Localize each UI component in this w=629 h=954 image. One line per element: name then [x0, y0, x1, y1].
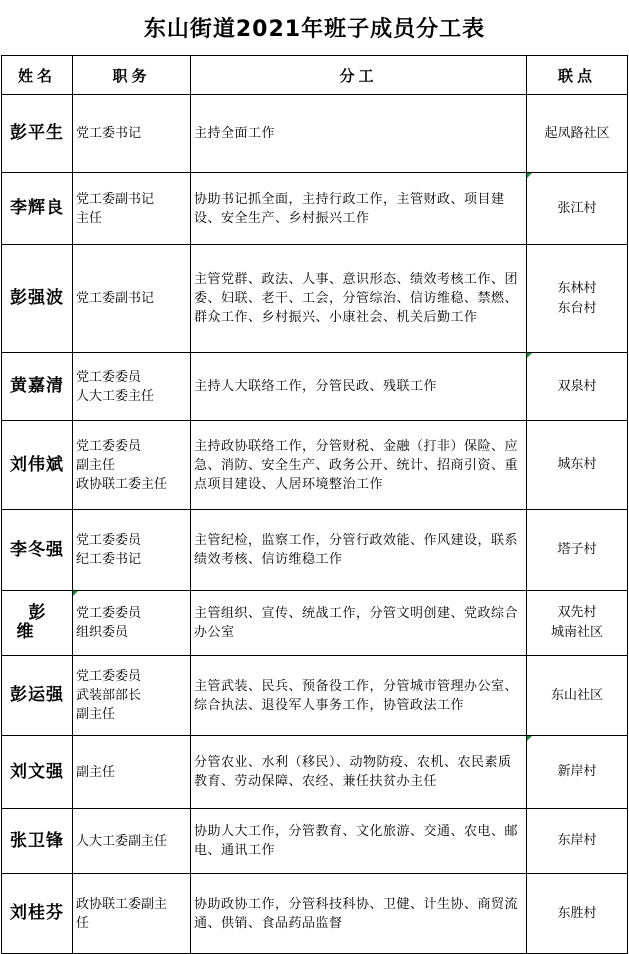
member-duty [73, 656, 191, 736]
member-contact [527, 510, 628, 591]
member-name [2, 736, 73, 809]
member-name-text: 黄嘉清 [10, 376, 64, 396]
table-body [2, 95, 628, 954]
member-contact [527, 421, 628, 510]
assignment-table [1, 55, 628, 954]
duty-line: 党工委委员 [76, 533, 142, 548]
duty-line: 任 [76, 915, 90, 931]
table-row [2, 656, 628, 736]
member-name [2, 809, 73, 874]
member-name [2, 510, 73, 591]
member-work: 主管组织、宣传、统战工作，分管文明创建、党政综合办公室 [191, 591, 527, 656]
duty-line: 政协联工委副主 [76, 896, 168, 912]
member-contact [527, 736, 628, 809]
member-name [2, 245, 73, 353]
member-duty [73, 421, 191, 510]
duty-line: 政协联工委主任 [76, 476, 168, 492]
member-contact [527, 591, 628, 656]
duty-line: 副主任 [76, 457, 116, 473]
duty-line: 副主任 [76, 707, 116, 722]
member-name-text: 刘桂芬 [10, 903, 64, 923]
member-work: 分管农业、水利（移民）、动物防疫、农机、农民素质教育、劳动保障、农经、兼任扶贫办主任 [191, 736, 527, 809]
member-work: 协助书记抓全面，主持行政工作，主管财政、项目建设、安全生产、乡村振兴工作 [191, 173, 527, 245]
member-duty [73, 874, 191, 954]
member-duty [73, 353, 191, 421]
duty-line: 党工委委员 [76, 369, 142, 385]
member-contact [527, 353, 628, 421]
member-name [2, 421, 73, 510]
member-contact [527, 656, 628, 736]
table-row [2, 245, 628, 353]
member-name [2, 874, 73, 954]
member-name-text: 彭平生 [10, 123, 64, 143]
table-row [2, 874, 628, 954]
duty-line: 党工委委员 [76, 669, 142, 684]
member-duty [73, 95, 191, 173]
contact-line: 起凤路社区 [544, 125, 610, 141]
member-duty [73, 736, 191, 809]
header-row [2, 56, 628, 95]
contact-line: 东林村 [557, 280, 597, 296]
duty-line: 主任 [76, 210, 103, 226]
duty-line: 武装部部长 [76, 688, 142, 703]
member-name-text: 彭运强 [10, 685, 64, 705]
contact-line: 新岸村 [557, 764, 597, 779]
member-work: 主管党群、政法、人事、意识形态、绩效考核工作、团委、妇联、老干、工会，分管综治、信访维稳、禁燃、群众工作、乡村振兴、小康社会、机关后勤工作 [191, 245, 527, 353]
duty-line: 人大工委主任 [76, 388, 155, 404]
duty-line: 党工委副书记 [76, 191, 155, 207]
table-row [2, 736, 628, 809]
contact-line: 东胜村 [557, 905, 597, 921]
table-row [2, 173, 628, 245]
contact-line: 城南社区 [550, 625, 603, 640]
page-title: 东山街道2021年班子成员分工表 [143, 17, 486, 42]
member-name-text: 彭强波 [10, 288, 64, 308]
header-duty: 职务 [73, 56, 191, 95]
contact-line: 城东村 [557, 457, 597, 472]
contact-line: 东台村 [557, 300, 597, 316]
table-row [2, 510, 628, 591]
header-work: 分工 [191, 56, 527, 95]
member-contact [527, 95, 628, 173]
member-work: 主管武装、民兵、预备役工作，分管城市管理办公室、综合执法、退役军人事务工作，协管政法工作 [191, 656, 527, 736]
member-duty [73, 510, 191, 591]
duty-line: 纪工委书记 [76, 552, 142, 567]
member-duty [73, 245, 191, 353]
contact-line: 双先村 [557, 605, 597, 620]
member-duty [73, 591, 191, 656]
member-name [2, 173, 73, 245]
table-row [2, 591, 628, 656]
member-name [2, 353, 73, 421]
contact-line: 东山社区 [550, 687, 603, 703]
member-name [2, 656, 73, 736]
member-work: 主持人大联络工作，分管民政、残联工作 [191, 353, 527, 421]
duty-line: 党工委副书记 [76, 291, 155, 306]
member-work: 主管纪检，监察工作，分管行政效能、作风建设，联系绩效考核、信访维稳工作 [191, 510, 527, 591]
table-row [2, 95, 628, 173]
duty-line: 人大工委副主任 [76, 833, 168, 849]
contact-line: 双泉村 [557, 378, 597, 394]
member-contact [527, 809, 628, 874]
header-contact: 联点 [527, 56, 628, 95]
member-name-text: 彭维 [16, 603, 70, 642]
member-name-text: 李冬强 [10, 539, 64, 560]
member-duty [73, 173, 191, 245]
member-name-text: 张卫锋 [10, 830, 64, 851]
member-name-text: 李辉良 [10, 198, 64, 218]
contact-line: 东岸村 [557, 833, 597, 848]
contact-line: 张江村 [557, 200, 597, 216]
member-work: 协助人大工作，分管教育、文化旅游、交通、农电、邮电、通讯工作 [191, 809, 527, 874]
duty-line: 副主任 [76, 764, 116, 780]
member-work: 主持全面工作 [191, 95, 527, 173]
member-name [2, 95, 73, 173]
table-row [2, 353, 628, 421]
table-row [2, 809, 628, 874]
duty-line: 党工委委员 [76, 438, 142, 454]
table-row [2, 421, 628, 510]
member-duty [73, 809, 191, 874]
member-contact [527, 245, 628, 353]
duty-line: 组织委员 [76, 625, 129, 640]
member-contact [527, 173, 628, 245]
member-name-text: 刘文强 [10, 761, 64, 782]
member-contact [527, 874, 628, 954]
duty-line: 党工委书记 [76, 126, 142, 141]
member-work: 协助政协工作，分管科技科协、卫健、计生协、商贸流通、供销、食品药品监督 [191, 874, 527, 954]
duty-line: 党工委委员 [76, 606, 142, 621]
header-name: 姓名 [2, 56, 73, 95]
member-name-text: 刘伟斌 [10, 454, 64, 475]
member-work: 主持政协联络工作，分管财税、金融（打非）保险、应急、消防、安全生产、政务公开、统计、招商引资、重点项目建设、人居环境整治工作 [191, 421, 527, 510]
member-name [2, 591, 73, 656]
contact-line: 塔子村 [557, 542, 597, 557]
